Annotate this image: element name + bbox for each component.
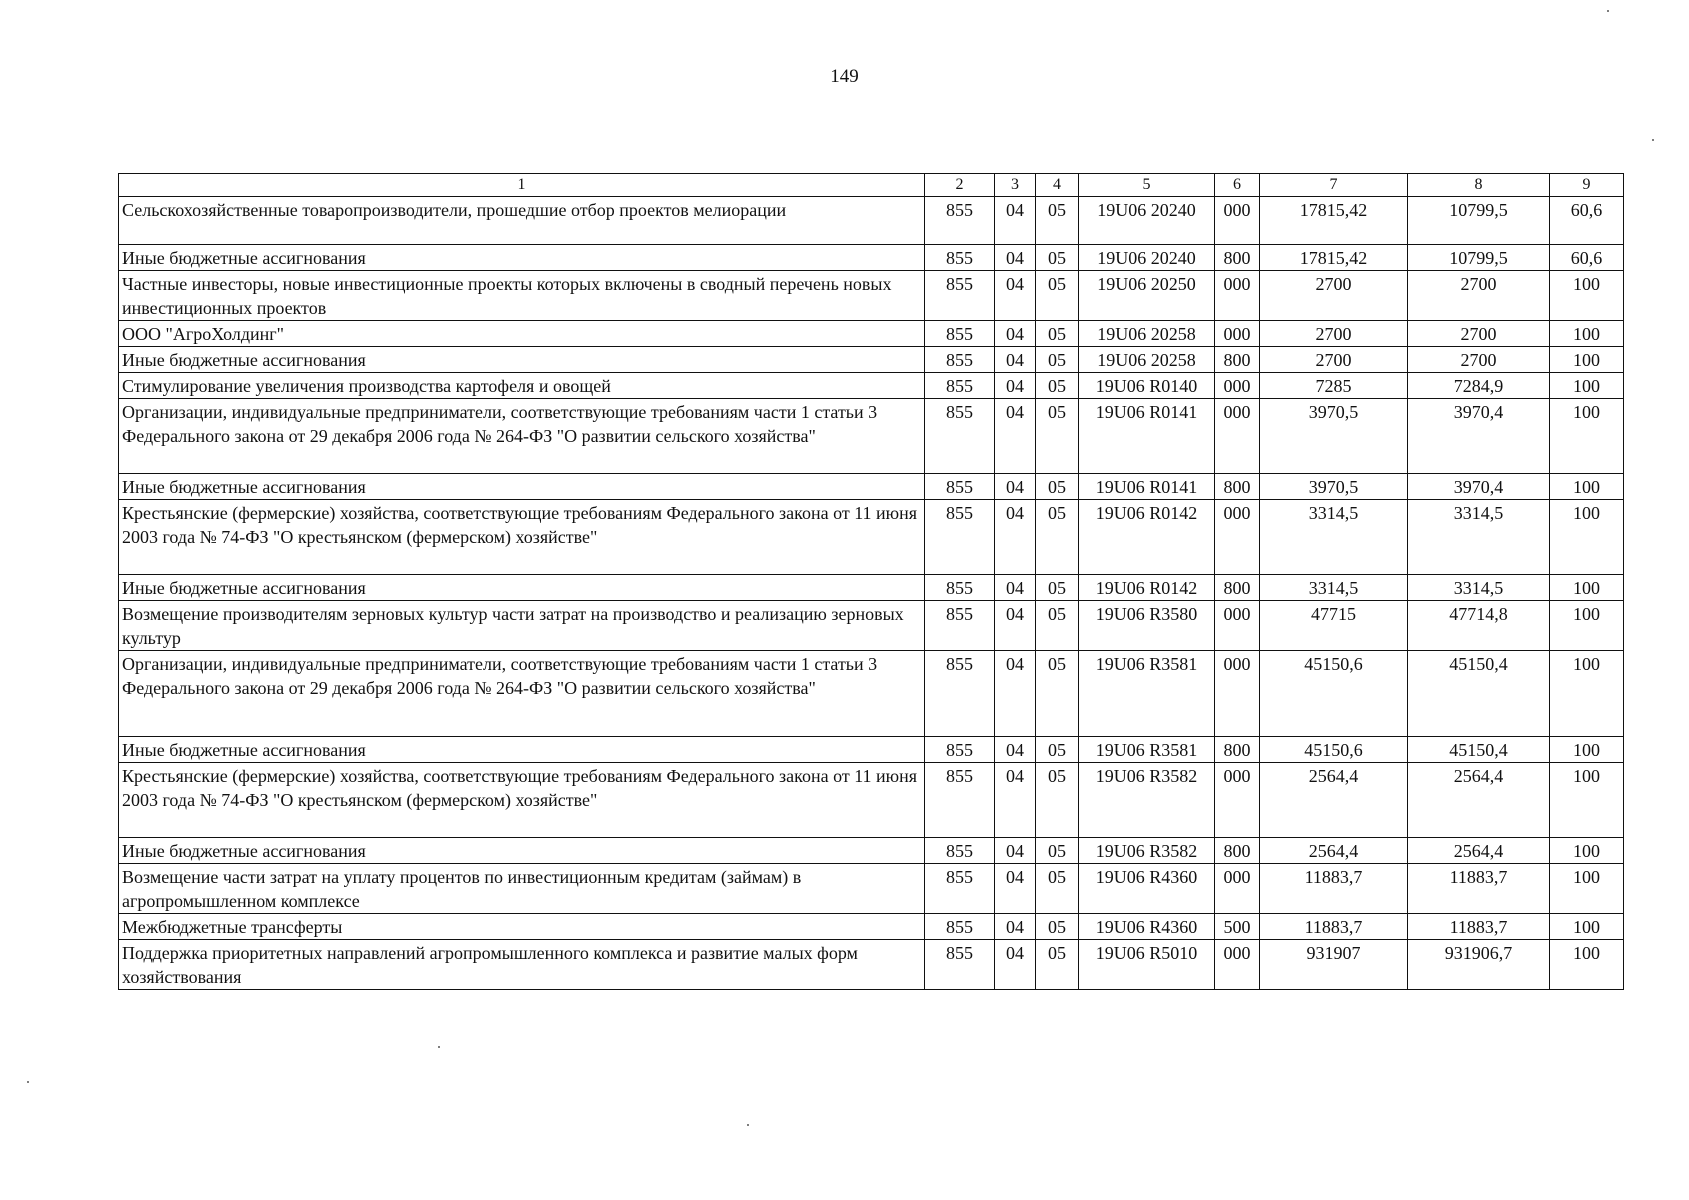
target-article-cell: 19U06 20240 xyxy=(1079,245,1215,271)
percent-cell: 100 xyxy=(1550,838,1624,864)
section-code-cell: 855 xyxy=(925,347,995,373)
chapter-code-cell: 04 xyxy=(995,838,1036,864)
expense-type-cell: 000 xyxy=(1215,271,1260,321)
table-row xyxy=(119,864,1624,914)
row-name-cell: Иные бюджетные ассигнования xyxy=(119,347,925,373)
executed-amount-cell: 2700 xyxy=(1408,321,1550,347)
scan-speck xyxy=(1652,139,1654,141)
target-article-cell: 19U06 R3581 xyxy=(1079,651,1215,737)
expense-type-cell: 800 xyxy=(1215,245,1260,271)
table-row xyxy=(119,601,1624,651)
planned-amount-cell: 2700 xyxy=(1260,347,1408,373)
target-article-cell: 19U06 R3581 xyxy=(1079,737,1215,763)
table-row xyxy=(119,197,1624,245)
expense-type-cell: 800 xyxy=(1215,474,1260,500)
subsection-code-cell: 05 xyxy=(1036,838,1079,864)
row-name-cell: Организации, индивидуальные предприниматели, соответствующие требованиям части 1 статьи 3 Федерального закона от 29 декабря 2006 года № 264-ФЗ "О развитии сельского хозяйства" xyxy=(119,651,925,737)
planned-amount-cell: 2700 xyxy=(1260,271,1408,321)
subsection-code-cell: 05 xyxy=(1036,763,1079,838)
chapter-code-cell: 04 xyxy=(995,399,1036,474)
percent-cell: 100 xyxy=(1550,500,1624,575)
percent-cell: 100 xyxy=(1550,737,1624,763)
scan-speck xyxy=(1607,10,1609,12)
target-article-cell: 19U06 R4360 xyxy=(1079,914,1215,940)
section-code-cell: 855 xyxy=(925,373,995,399)
percent-cell: 60,6 xyxy=(1550,197,1624,245)
executed-amount-cell: 11883,7 xyxy=(1408,864,1550,914)
target-article-cell: 19U06 20250 xyxy=(1079,271,1215,321)
row-name-cell: Межбюджетные трансферты xyxy=(119,914,925,940)
chapter-code-cell: 04 xyxy=(995,271,1036,321)
executed-amount-cell: 10799,5 xyxy=(1408,245,1550,271)
executed-amount-cell: 11883,7 xyxy=(1408,914,1550,940)
subsection-code-cell: 05 xyxy=(1036,940,1079,990)
percent-cell: 100 xyxy=(1550,864,1624,914)
table-row xyxy=(119,763,1624,838)
planned-amount-cell: 931907 xyxy=(1260,940,1408,990)
target-article-cell: 19U06 R3582 xyxy=(1079,838,1215,864)
percent-cell: 100 xyxy=(1550,651,1624,737)
header-cell: 6 xyxy=(1215,174,1260,197)
executed-amount-cell: 931906,7 xyxy=(1408,940,1550,990)
row-name-cell: Сельскохозяйственные товаропроизводители, прошедшие отбор проектов мелиорации xyxy=(119,197,925,245)
chapter-code-cell: 04 xyxy=(995,864,1036,914)
section-code-cell: 855 xyxy=(925,271,995,321)
header-cell: 1 xyxy=(119,174,925,197)
subsection-code-cell: 05 xyxy=(1036,601,1079,651)
table-row xyxy=(119,347,1624,373)
percent-cell: 100 xyxy=(1550,914,1624,940)
section-code-cell: 855 xyxy=(925,601,995,651)
planned-amount-cell: 45150,6 xyxy=(1260,737,1408,763)
target-article-cell: 19U06 20258 xyxy=(1079,347,1215,373)
section-code-cell: 855 xyxy=(925,914,995,940)
chapter-code-cell: 04 xyxy=(995,197,1036,245)
header-cell: 5 xyxy=(1079,174,1215,197)
planned-amount-cell: 45150,6 xyxy=(1260,651,1408,737)
percent-cell: 100 xyxy=(1550,321,1624,347)
row-name-cell: Возмещение части затрат на уплату процентов по инвестиционным кредитам (займам) в агропромышленном комплексе xyxy=(119,864,925,914)
section-code-cell: 855 xyxy=(925,474,995,500)
section-code-cell: 855 xyxy=(925,651,995,737)
subsection-code-cell: 05 xyxy=(1036,500,1079,575)
table-row xyxy=(119,737,1624,763)
chapter-code-cell: 04 xyxy=(995,500,1036,575)
subsection-code-cell: 05 xyxy=(1036,373,1079,399)
scan-speck xyxy=(27,1081,29,1083)
chapter-code-cell: 04 xyxy=(995,737,1036,763)
planned-amount-cell: 7285 xyxy=(1260,373,1408,399)
planned-amount-cell: 17815,42 xyxy=(1260,245,1408,271)
section-code-cell: 855 xyxy=(925,763,995,838)
expense-type-cell: 000 xyxy=(1215,500,1260,575)
executed-amount-cell: 45150,4 xyxy=(1408,737,1550,763)
subsection-code-cell: 05 xyxy=(1036,575,1079,601)
header-cell: 7 xyxy=(1260,174,1408,197)
expense-type-cell: 800 xyxy=(1215,575,1260,601)
header-row xyxy=(119,174,1624,197)
table-row xyxy=(119,838,1624,864)
executed-amount-cell: 3970,4 xyxy=(1408,399,1550,474)
section-code-cell: 855 xyxy=(925,940,995,990)
target-article-cell: 19U06 R0141 xyxy=(1079,474,1215,500)
section-code-cell: 855 xyxy=(925,245,995,271)
expense-type-cell: 000 xyxy=(1215,864,1260,914)
table-row xyxy=(119,575,1624,601)
chapter-code-cell: 04 xyxy=(995,940,1036,990)
planned-amount-cell: 2564,4 xyxy=(1260,763,1408,838)
page-number: 149 xyxy=(830,66,859,87)
planned-amount-cell: 2564,4 xyxy=(1260,838,1408,864)
subsection-code-cell: 05 xyxy=(1036,271,1079,321)
row-name-cell: Поддержка приоритетных направлений агропромышленного комплекса и развитие малых форм хозяйствования xyxy=(119,940,925,990)
expense-type-cell: 800 xyxy=(1215,347,1260,373)
planned-amount-cell: 11883,7 xyxy=(1260,864,1408,914)
executed-amount-cell: 45150,4 xyxy=(1408,651,1550,737)
planned-amount-cell: 3970,5 xyxy=(1260,474,1408,500)
planned-amount-cell: 11883,7 xyxy=(1260,914,1408,940)
row-name-cell: Крестьянские (фермерские) хозяйства, соответствующие требованиям Федерального закона от 11 июня 2003 года № 74-ФЗ "О крестьянском (фермерском) хозяйстве" xyxy=(119,763,925,838)
row-name-cell: Стимулирование увеличения производства картофеля и овощей xyxy=(119,373,925,399)
subsection-code-cell: 05 xyxy=(1036,651,1079,737)
planned-amount-cell: 47715 xyxy=(1260,601,1408,651)
header-cell: 9 xyxy=(1550,174,1624,197)
planned-amount-cell: 3970,5 xyxy=(1260,399,1408,474)
chapter-code-cell: 04 xyxy=(995,321,1036,347)
row-name-cell: Иные бюджетные ассигнования xyxy=(119,575,925,601)
target-article-cell: 19U06 R5010 xyxy=(1079,940,1215,990)
target-article-cell: 19U06 20258 xyxy=(1079,321,1215,347)
table-row xyxy=(119,651,1624,737)
table-row xyxy=(119,399,1624,474)
executed-amount-cell: 3970,4 xyxy=(1408,474,1550,500)
table-row xyxy=(119,914,1624,940)
section-code-cell: 855 xyxy=(925,575,995,601)
expense-type-cell: 000 xyxy=(1215,601,1260,651)
subsection-code-cell: 05 xyxy=(1036,321,1079,347)
expense-type-cell: 000 xyxy=(1215,321,1260,347)
planned-amount-cell: 17815,42 xyxy=(1260,197,1408,245)
percent-cell: 100 xyxy=(1550,601,1624,651)
target-article-cell: 19U06 R0141 xyxy=(1079,399,1215,474)
chapter-code-cell: 04 xyxy=(995,245,1036,271)
subsection-code-cell: 05 xyxy=(1036,245,1079,271)
expense-type-cell: 000 xyxy=(1215,399,1260,474)
chapter-code-cell: 04 xyxy=(995,651,1036,737)
target-article-cell: 19U06 R0140 xyxy=(1079,373,1215,399)
header-cell: 3 xyxy=(995,174,1036,197)
executed-amount-cell: 2700 xyxy=(1408,347,1550,373)
executed-amount-cell: 2564,4 xyxy=(1408,838,1550,864)
subsection-code-cell: 05 xyxy=(1036,399,1079,474)
percent-cell: 100 xyxy=(1550,347,1624,373)
row-name-cell: Иные бюджетные ассигнования xyxy=(119,737,925,763)
percent-cell: 100 xyxy=(1550,763,1624,838)
target-article-cell: 19U06 R4360 xyxy=(1079,864,1215,914)
chapter-code-cell: 04 xyxy=(995,575,1036,601)
table-row xyxy=(119,373,1624,399)
executed-amount-cell: 3314,5 xyxy=(1408,575,1550,601)
planned-amount-cell: 2700 xyxy=(1260,321,1408,347)
expense-type-cell: 800 xyxy=(1215,737,1260,763)
executed-amount-cell: 7284,9 xyxy=(1408,373,1550,399)
target-article-cell: 19U06 R3580 xyxy=(1079,601,1215,651)
target-article-cell: 19U06 R0142 xyxy=(1079,500,1215,575)
row-name-cell: Иные бюджетные ассигнования xyxy=(119,245,925,271)
expense-type-cell: 800 xyxy=(1215,838,1260,864)
table-row xyxy=(119,940,1624,990)
expense-type-cell: 000 xyxy=(1215,940,1260,990)
percent-cell: 100 xyxy=(1550,399,1624,474)
section-code-cell: 855 xyxy=(925,500,995,575)
chapter-code-cell: 04 xyxy=(995,474,1036,500)
percent-cell: 100 xyxy=(1550,271,1624,321)
section-code-cell: 855 xyxy=(925,864,995,914)
table-row xyxy=(119,474,1624,500)
planned-amount-cell: 3314,5 xyxy=(1260,500,1408,575)
expense-type-cell: 000 xyxy=(1215,763,1260,838)
row-name-cell: Частные инвесторы, новые инвестиционные проекты которых включены в сводный перечень новых инвестиционных проектов xyxy=(119,271,925,321)
percent-cell: 100 xyxy=(1550,940,1624,990)
executed-amount-cell: 2564,4 xyxy=(1408,763,1550,838)
target-article-cell: 19U06 R0142 xyxy=(1079,575,1215,601)
expense-type-cell: 000 xyxy=(1215,197,1260,245)
percent-cell: 60,6 xyxy=(1550,245,1624,271)
chapter-code-cell: 04 xyxy=(995,601,1036,651)
row-name-cell: Крестьянские (фермерские) хозяйства, соответствующие требованиям Федерального закона от 11 июня 2003 года № 74-ФЗ "О крестьянском (фермерском) хозяйстве" xyxy=(119,500,925,575)
percent-cell: 100 xyxy=(1550,575,1624,601)
scan-speck xyxy=(438,1046,440,1048)
table-row xyxy=(119,245,1624,271)
target-article-cell: 19U06 R3582 xyxy=(1079,763,1215,838)
chapter-code-cell: 04 xyxy=(995,763,1036,838)
expense-type-cell: 000 xyxy=(1215,651,1260,737)
header-cell: 2 xyxy=(925,174,995,197)
section-code-cell: 855 xyxy=(925,838,995,864)
section-code-cell: 855 xyxy=(925,737,995,763)
subsection-code-cell: 05 xyxy=(1036,864,1079,914)
row-name-cell: Иные бюджетные ассигнования xyxy=(119,838,925,864)
scan-speck xyxy=(747,1124,749,1126)
row-name-cell: ООО "АгроХолдинг" xyxy=(119,321,925,347)
subsection-code-cell: 05 xyxy=(1036,737,1079,763)
section-code-cell: 855 xyxy=(925,197,995,245)
table-row xyxy=(119,321,1624,347)
row-name-cell: Иные бюджетные ассигнования xyxy=(119,474,925,500)
subsection-code-cell: 05 xyxy=(1036,347,1079,373)
header-cell: 4 xyxy=(1036,174,1079,197)
target-article-cell: 19U06 20240 xyxy=(1079,197,1215,245)
table-row xyxy=(119,500,1624,575)
planned-amount-cell: 3314,5 xyxy=(1260,575,1408,601)
expense-type-cell: 500 xyxy=(1215,914,1260,940)
expense-type-cell: 000 xyxy=(1215,373,1260,399)
percent-cell: 100 xyxy=(1550,474,1624,500)
subsection-code-cell: 05 xyxy=(1036,197,1079,245)
percent-cell: 100 xyxy=(1550,373,1624,399)
header-cell: 8 xyxy=(1408,174,1550,197)
executed-amount-cell: 10799,5 xyxy=(1408,197,1550,245)
subsection-code-cell: 05 xyxy=(1036,914,1079,940)
executed-amount-cell: 47714,8 xyxy=(1408,601,1550,651)
budget-table xyxy=(118,173,1624,990)
row-name-cell: Организации, индивидуальные предприниматели, соответствующие требованиям части 1 статьи 3 Федерального закона от 29 декабря 2006 года № 264-ФЗ "О развитии сельского хозяйства" xyxy=(119,399,925,474)
section-code-cell: 855 xyxy=(925,399,995,474)
chapter-code-cell: 04 xyxy=(995,373,1036,399)
section-code-cell: 855 xyxy=(925,321,995,347)
executed-amount-cell: 2700 xyxy=(1408,271,1550,321)
table-row xyxy=(119,271,1624,321)
executed-amount-cell: 3314,5 xyxy=(1408,500,1550,575)
subsection-code-cell: 05 xyxy=(1036,474,1079,500)
row-name-cell: Возмещение производителям зерновых культур части затрат на производство и реализацию зерновых культур xyxy=(119,601,925,651)
chapter-code-cell: 04 xyxy=(995,914,1036,940)
chapter-code-cell: 04 xyxy=(995,347,1036,373)
